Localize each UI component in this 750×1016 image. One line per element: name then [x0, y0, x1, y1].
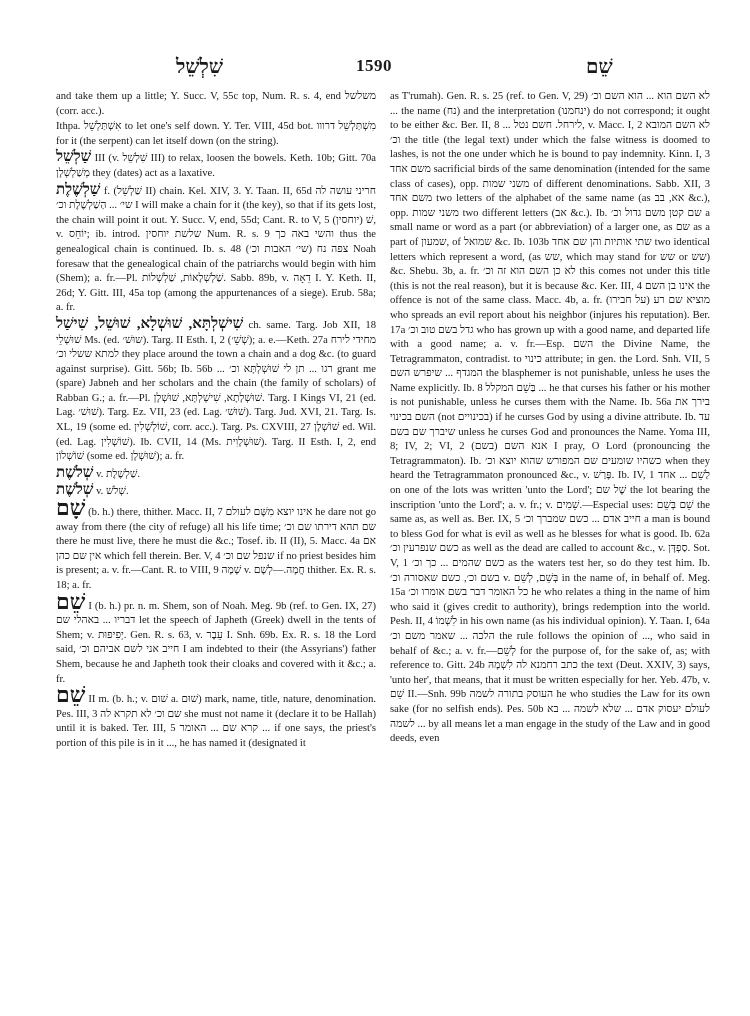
dictionary-entry — [56, 682, 377, 751]
page-number: 1590 — [356, 56, 392, 75]
page-header — [56, 52, 710, 82]
dictionary-entry — [56, 495, 376, 594]
entry-text: ch. same. Targ. Job XII, 18 שׁוּשְׁלֵי Ms. (ed. שוּשׁ׳). Targ. II Esth. I, 2 (שְׁשֵׁ׳); a. e.—Keth. 27a מחידי לירח למתא ששלי וכ׳ they place around the town a chain and a dog &c. (to guard against surprise). Gitt. 56b; Ib. 56b ... רגו ... תן לי שׁוּשְׁלְתָּא וכ׳ grant me (spare) Jabneh and her scholars and the chain (the family of scholars) of Rabban G.; a. fr.—Pl. שׁוּשְׁלָתָא, שִׁישְׁלְתָּא, שׁוּשְׁלָן. Targ. I Kings VI, 21 (ed. Lag. שׁוּשׁ׳). Targ. Ez. VII, 23 (ed. Lag. שׁוּשׁ׳). Targ. Jud. XVI, 21. Targ. Is. XL, 19 (some ed. שׁוֹלְשְׁלִין, corr. acc.). Targ. Ps. CXVIII, 27 שׁוֹשְׁלָן ed. Wil. (ed. Lag. שׁוֹשְׁלִין). Ib. CVII, 14 (Ms. שׁוּשְׁלָוִית). Targ. II Esth. I, 2, end שׁוֹשְׁלוֹן (some ed. שׁוּשְׁלָן); a. fr. — [56, 319, 377, 463]
dictionary-entry — [390, 90, 710, 747]
dictionary-entry — [56, 90, 376, 119]
left-guide-word: שִׁלְשֵׁל — [176, 56, 224, 78]
entry-headword: שְׁלֹשֶׁת — [56, 464, 94, 481]
left-column — [56, 90, 376, 752]
right-guide-word: שֵׁם — [586, 56, 613, 78]
two-column-body — [56, 90, 710, 752]
entry-text: f. (שַׁלְשֵׁל II) chain. Kel. XIV, 3. Y. Taan. II, 65d חריני עושה לה שי׳ ... הַשַׁלְשֶׁלֶת וכ׳ I will make a chain for it (the key), so that if its gets lost, the chain will point it out. Y. Succ. V, end, 55d; Cant. R. to V, 5 (יוחסין) שׁ, v. יוֹחֵס; ib. introd. שלשת יוחסין Num. R. s. 9 והשי באה כך thus the genealogical chain is continued. Ib. s. 48 צפה נח (שי׳ האבות וכ׳) Noah foresaw that the genealogical chain of the patriarchs would begin with him (Shem); a. fr.—Pl. שַׁלְשְׁלָאוֹת, שַׁלְשְׁלוֹת. Sabb. 89b, v. דֵאָה I. Y. Keth. II, 26d; Y. Gitt. III, 45a top (among the appurtenances of a siege). Erub. 58a; a. fr. — [56, 185, 377, 314]
dictionary-entry — [56, 483, 376, 500]
dictionary-entry — [56, 466, 376, 483]
entry-headword: שָׁם — [56, 495, 86, 521]
entry-text: v. שַׁלְשֶׁלֶת. — [96, 468, 140, 480]
entry-headword: שֵׁם — [56, 588, 86, 614]
entry-text: (b. h.) there, thither. Macc. II, 7 אינו יוצא מִשָּׁם לעולם he dare not go away from there (the city of refuge) all his life time; שם תהא דירתו שם וכ׳ there he must live, there he must die &c.; Tosef. ib. II (II), 5. Macc. 4a אם אין שם כהן which fell therein. Ber. V, 4 שנפל שם וכ׳ if no priest besides him is present; a. v. fr.—Cant. R. to VIII, 9 שָׁמָה v. חֲמָה.—לְשָׁם thither. Ex. R. s. 18; a. fr. — [56, 507, 376, 591]
dictionary-entry — [56, 183, 376, 316]
entry-text: and take them up a little; Y. Succ. V, 55c top, Num. R. s. 4, end משלשל (corr. acc.). — [56, 91, 376, 117]
entry-headword: שַׁלְשֵׁל — [56, 149, 92, 166]
entry-headword: שַׁלְשֶׁלֶת — [56, 181, 101, 198]
dictionary-entry — [56, 150, 376, 181]
entry-headword: שֵׁם — [56, 682, 86, 708]
dictionary-entry — [56, 317, 376, 465]
entry-text: as T'rumah). Gen. R. s. 25 (ref. to Gen. V, 29) לא השם הוא ... הוא השם וכ׳ ... the name (נח) and the interpretation (ינחמנו) do not correspond; it ought to be either &c. Ber. II, 8 ... לירחל. חשם נטל, v. Macc. I, 2 לא השם המובא וכ׳ the title (the legal text) under which the false witness is doomed to lashes, is not the one under which he is bound to pay indemnity. Kinn. I, 3 משם אחד sacrificial birds of the same denomination (intended for the same class of cases), opp. משני שמות of different denominations. Sabb. XII, 3 משם אחד two letters of the alphabet of the same name (as אא, בב &c.), opp. משני שמות two different letters (אב &c.). Ib. שם קטן משם גדול וכ׳ a small name or word as a part (or abbreviation) of a larger one, as שם as a part of שמעון, of שמואל &c. Ib. 103b שתי אותיות והן שם אחד two identical letters which represent a word, (as שש, which may stand for שש or שש) &c. Shebu. 3b, a. fr. לא כן השם הוא זה וכ׳ this comes not under this title (this is not the real reason), but it is because &c. Ker. III, 4 אינו בן השם the offence is not of the same class. Macc. 4b, a. fr. מוציא שם רע (על חבירו) who spreads an evil report about his neighbor (injures his reputation). Ber. 17a גדל בשם טוב וכ׳ who has grown up with a good name, and departed life with a good name; a. v. fr.—Esp. השם the Divine Name, the Tetragrammaton, contradist. to כינוי attribute; in gen. the Lord. Snh. VII, 5 המגדף ... שיפרש השם the blasphemer is not punishable, unless he uses the Name explicitly. Ib. 8 בַּשֵׁם המקלל ... he that curses his father or his mother is not punishable, unless he curses them with the Name. Ib. 56a בירך את השם בכינוי (not בכינויים) if he curses God by using a divine attribute. Ib. עד שיברך שם בשם unless he curses God and pronounces the Name. Yoma III, 8; IV, 2; VI, 2 (בשם) אנא השם I pray, O Lord (pronouncing the Tetragrammaton). Ib. כשהיו שומעים שם המפורש שהוא יוצא וכ׳ when they heard the Tetragrammaton pronounced &c., v. פָּרַשׁ. Ib. IV, 1 לַשֵׁם ... אחד on one of the lots was written 'unto the Lord'; שֶׁל שם the lot bearing the inscription 'unto the Lord'; a. v. fr.; v. שֵׁמִים.—Especial uses: שֵׁם בְּשֵׁם the same as, as well as. Ber. IX, 5 חייב אדם ... כשם שמברך וכ׳ a man is bound to bless God for what is evil as well as he blesses for what is good. Ib. 62a כשם שנפרעין וכ׳ as well as the dead are called to account &c., v. סַפְדָּן. Sot. V, 1 כשם שהמים ... כך וכ׳ as the waters test her, so do they test him. Ib. בשם וכ׳, כשם שאסורה וכ׳ v. בְּשֵׁם, לְשֵׁם in the name of, in behalf of. Meg. 15a כל האומר דבר בשם אומרו וכ׳ he who relates a thing in the name of him who said it (gives credit to authority), brings redemption into the world. Pesh. II, 4 לִשְׁמוֹ in his own name (as his individual opinion). Y. Taan. I, 64a הלכה ... שאמר משם וכ׳ the rule follows the opinion of ..., who said in behalf of &c.; a. v. fr.—לְשֵׁם for the purpose of, for the sake of, as; with reference to. Gitt. 24b כתב רחמנא לה לִשְׁמָהּ the text (Deut. XXIV, 3) says, 'unto her', that means, that it must be written especially for her. Yeb. 47b, v. שֵׁם II.—Snh. 99b העוסק בתורה לשמה he who studies the Law for its own sake (for no selfish ends). Pes. 50b לעולם יעסוק אדם ... שלא לשמה ... בא לשמה ... by all means let a man engage in the study of the Law and in good deeds, even — [390, 91, 711, 745]
entry-text: III (v. שִׁלְשֵׁל III) to relax, loosen the bowels. Keth. 10b; Gitt. 70a מְשַׁלְשְׁלָן they (dates) act as a laxative. — [56, 153, 376, 179]
dictionary-entry — [56, 588, 376, 688]
entry-headword: שִׁישְׁלְתָּא, שׁוּשְׁלָא, שׁוּשֵׁל, שִׁישַׁל — [56, 315, 244, 332]
entry-text: II m. (b. h.; v. שׁוּם a. שׁוּם) mark, name, title, nature, denomination. Pes. III, 3 שם וכ׳ לא תקרא לה she must not name it (declare it to be Hallah) until it is baked. Ter. III, 5 קרא שם ... האומר ... if one says, the priest's portion of this pile is in it ..., he has named it (designated it — [56, 694, 377, 749]
right-column — [390, 90, 710, 752]
entry-text: Ithpa. אִשְׁתַּלְשֵׁל to let one's self down. Y. Ter. VIII, 45d bot. מִשְׁתַּלְשֵׁל דרווו for it (the serpent) can let itself down (on the string). — [56, 121, 376, 147]
entry-text: I (b. h.) pr. n. m. Shem, son of Noah. Meg. 9b (ref. to Gen. IX, 27) דבריו ... באהלי שם let the speech of Japheth (Greek) dwell in the tents of Shem; v. יְפִיפוּת. Gen. R. s. 63, v. עֵבֶר I. Snh. 69b. Ex. R. s. 18 the Lord said, חייב אני לשם אביהם וכ׳ I am indebted to their (the Assyrians') father Shem, because he and Japheth took their cloaks and covered with it &c.; a. fr. — [56, 600, 376, 685]
entry-text: v. שְׁלֹשׁ. — [96, 486, 129, 498]
dictionary-entry — [56, 120, 376, 149]
entry-headword: שְׁלֹשֶׁת — [56, 482, 94, 499]
